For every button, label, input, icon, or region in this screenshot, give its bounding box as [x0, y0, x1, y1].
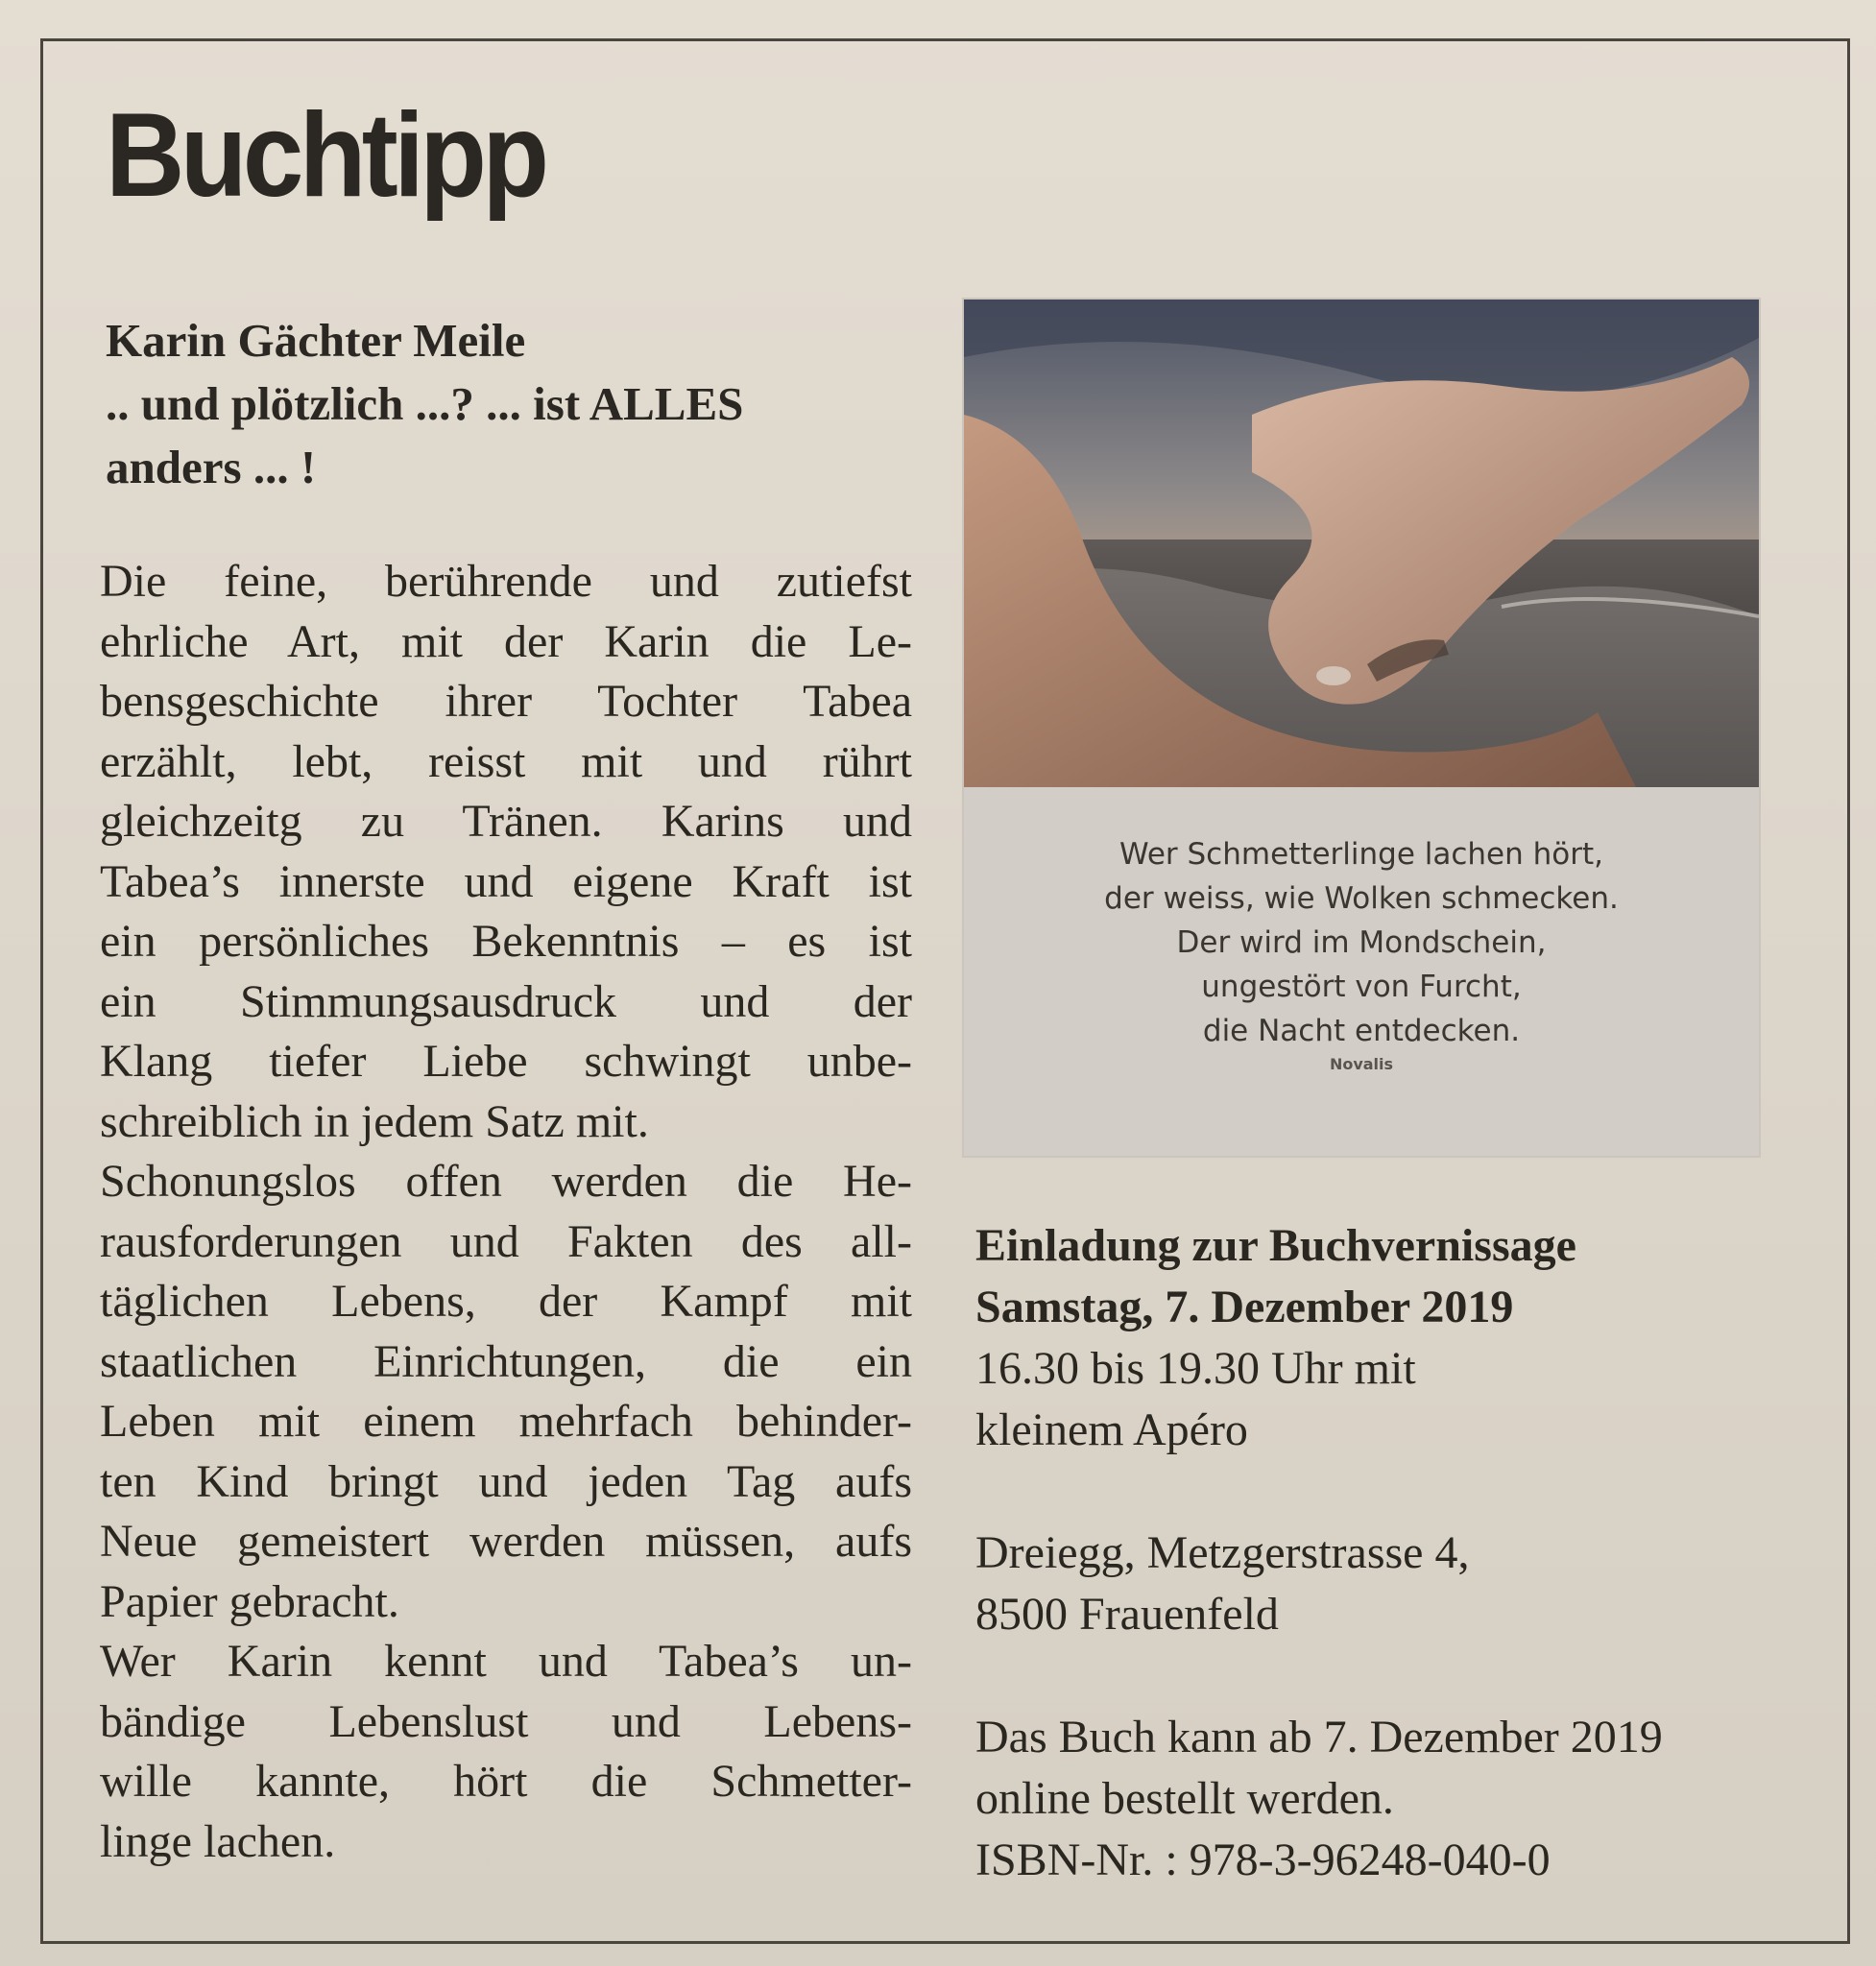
page-title: Buchtipp — [106, 89, 545, 222]
quote-line: die Nacht entdecken. — [1202, 1014, 1521, 1048]
quote-author: Novalis — [1329, 1055, 1394, 1073]
article-line: Neue gemeistert werden müssen, aufs — [100, 1516, 912, 1567]
order-info-2: online bestellt werden. — [975, 1773, 1394, 1824]
article-line: ehrliche Art, mit der Karin die Le- — [100, 615, 912, 667]
event-date: Samstag, 7. Dezember 2019 — [975, 1282, 1514, 1332]
book-author: Karin Gächter Meile — [106, 314, 526, 367]
quote-line: Wer Schmetterlinge lachen hört, — [1119, 837, 1603, 872]
article-line: täglichen Lebens, der Kampf mit — [100, 1276, 912, 1327]
article-line: ein persönliches Bekenntnis – es ist — [100, 916, 912, 967]
event-heading: Einladung zur Buchvernissage — [975, 1220, 1576, 1271]
article-line: erzählt, lebt, reisst mit und rührt — [100, 735, 912, 787]
spacer — [975, 1645, 1820, 1707]
event-time-extra: kleinem Apéro — [975, 1404, 1248, 1455]
article-line: wille kannte, hört die Schmetter- — [100, 1756, 912, 1807]
article-line: Papier gebracht. — [100, 1575, 399, 1627]
article-body — [100, 552, 912, 1872]
book-title-line1: .. und plötzlich ...? ... ist ALLES — [106, 377, 744, 430]
article-line: ten Kind bringt und jeden Tag aufs — [100, 1455, 912, 1507]
article-line: staatlichen Einrichtungen, die ein — [100, 1335, 912, 1387]
article-line: rausforderungen und Fakten des all- — [100, 1215, 912, 1267]
event-info — [975, 1215, 1820, 1891]
article-line: Klang tiefer Liebe schwingt unbe- — [100, 1036, 912, 1087]
book-cover-image — [964, 300, 1759, 1156]
article-line: Die feine, berührende und zutiefst — [100, 556, 912, 607]
article-line: Leben mit einem mehrfach behinder- — [100, 1396, 912, 1447]
book-info — [106, 309, 931, 499]
quote-line: der weiss, wie Wolken schmecken. — [1104, 881, 1619, 916]
article-line: bensgeschichte ihrer Tochter Tabea — [100, 676, 912, 727]
article-line: linge lachen. — [100, 1815, 336, 1867]
article-line: Schonungslos offen werden die He- — [100, 1156, 912, 1207]
spacer — [975, 1461, 1820, 1522]
article-line: ein Stimmungsausdruck und der — [100, 975, 912, 1027]
quote-line: ungestört von Furcht, — [1201, 970, 1522, 1004]
isbn: ISBN-Nr. : 978-3-96248-040-0 — [975, 1834, 1551, 1885]
article-line: Wer Karin kennt und Tabea’s un- — [100, 1636, 912, 1687]
order-info: Das Buch kann ab 7. Dezember 2019 — [975, 1712, 1663, 1762]
event-city: 8500 Frauenfeld — [975, 1589, 1279, 1640]
article-line: schreiblich in jedem Satz mit. — [100, 1095, 649, 1147]
event-time: 16.30 bis 19.30 Uhr mit — [975, 1343, 1416, 1394]
book-title-line2: anders ... ! — [106, 441, 317, 493]
article-line: Tabea’s innerste und eigene Kraft ist — [100, 855, 912, 907]
event-address: Dreiegg, Metzgerstrasse 4, — [975, 1527, 1470, 1578]
cover-photo — [964, 300, 1759, 787]
quote-line: Der wird im Mondschein, — [1176, 925, 1547, 960]
cover-quote — [964, 832, 1759, 1076]
article-line: gleichzeitg zu Tränen. Karins und — [100, 796, 912, 847]
article-line: bändige Lebenslust und Lebens- — [100, 1695, 912, 1747]
